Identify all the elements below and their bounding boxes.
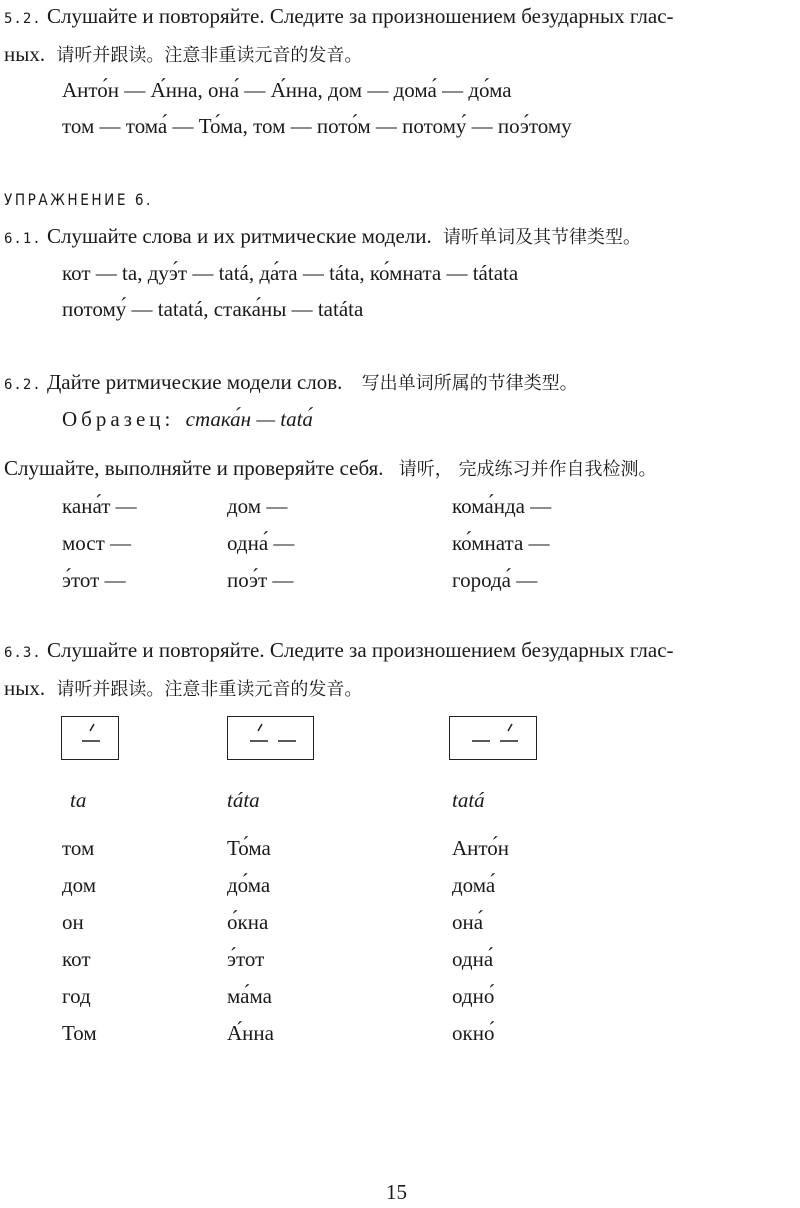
instruction-text-cont: ных. (4, 42, 46, 66)
exercise-word: кома́нда — (452, 494, 552, 518)
check-text: Слушайте, выполняйте и проверяйте себя. (4, 456, 384, 480)
practice-word: кот (62, 947, 91, 971)
section-number: 6.1. (4, 231, 42, 247)
section-number: 5.2. (4, 11, 42, 27)
instruction-text: Дайте ритмические модели слов. (46, 370, 343, 394)
practice-word: одно́ (452, 984, 495, 1008)
pattern-label: ta (70, 788, 87, 812)
practice-word: одна́ (452, 947, 494, 971)
exercise-word: э́тот — (62, 568, 126, 592)
exercise-word: дом — (227, 494, 288, 518)
instruction-cn: 请听单词及其节律类型。 (443, 227, 642, 248)
practice-word: окно́ (452, 1021, 495, 1045)
exercise-word: города́ — (452, 568, 538, 592)
practice-word: дом (62, 873, 97, 897)
rhythm-box-tata-last (449, 716, 537, 760)
instruction-text: Слушайте и повторяйте. Следите за произношением безударных глас- (46, 638, 674, 662)
practice-word: дома́ (452, 873, 496, 897)
instruction-cn: 请听并跟读。注意非重读元音的发音。 (56, 679, 363, 700)
check-cn: 请听， 完成练习并作自我检测。 (398, 459, 657, 480)
exercise-word: поэ́т — (227, 568, 294, 592)
practice-word: То́ма (227, 836, 271, 860)
sample-text: стака́н — tatа́ (185, 407, 313, 431)
practice-word: до́ма (227, 873, 271, 897)
stress-dash-pattern-icon (450, 717, 538, 761)
practice-word: Анто́н (452, 836, 510, 860)
section-5-2-instruction-cont (4, 42, 362, 67)
example-line-1: Анто́н — А́нна, она́ — А́нна, дом — дома́ — до́ма (62, 78, 512, 102)
page-number: 15 (386, 1180, 407, 1204)
instruction-text: Слушайте слова и их ритмические модели. (46, 224, 432, 248)
instruction-text: Слушайте и повторяйте. Следите за произношением безударных глас- (46, 4, 674, 28)
rhythm-box-tata-first (227, 716, 314, 760)
check-instruction (4, 456, 657, 481)
practice-word: том (62, 836, 95, 860)
stress-dash-pattern-icon (228, 717, 315, 761)
section-6-2-instruction (4, 370, 578, 395)
exercise-word: кана́т — (62, 494, 137, 518)
sample-label: Образец: (62, 407, 175, 431)
practice-word: о́кна (227, 910, 269, 934)
practice-word: он (62, 910, 84, 934)
practice-word: год (62, 984, 91, 1008)
pattern-label: táta (227, 788, 260, 812)
sample-line (62, 407, 313, 432)
practice-word: ма́ма (227, 984, 272, 1008)
section-6-3-instruction (4, 638, 674, 663)
section-6-3-instruction-cont (4, 676, 362, 701)
practice-word: она́ (452, 910, 484, 934)
rhythm-box-ta (61, 716, 119, 760)
practice-word: э́тот (227, 947, 265, 971)
section-5-2-instruction (4, 4, 674, 29)
practice-word: Том (62, 1021, 97, 1045)
example-line-2: том — тома́ — То́ма, том — пото́м — потому́ — поэ́тому (62, 114, 572, 138)
section-number: 6.2. (4, 377, 42, 393)
pattern-label: tatá (452, 788, 485, 812)
section-number: 6.3. (4, 645, 42, 661)
exercise-word: мост — (62, 531, 132, 555)
exercise-word: одна́ — (227, 531, 295, 555)
exercise-heading: УПРАЖНЕНИЕ 6. (4, 190, 153, 209)
section-6-1-instruction (4, 224, 641, 249)
instruction-cn: 请听并跟读。注意非重读元音的发音。 (56, 45, 363, 66)
exercise-word: ко́мната — (452, 531, 550, 555)
stress-dash-icon (62, 717, 120, 761)
instruction-cn: 写出单词所属的节律类型。 (361, 373, 578, 394)
example-line-2: потому́ — tatatá, стака́ны — tatáta (62, 297, 364, 321)
practice-word: А́нна (227, 1021, 274, 1045)
example-line-1: кот — ta, дуэ́т — tatá, да́та — táta, ко́мната — tátata (62, 261, 519, 285)
instruction-text-cont: ных. (4, 676, 46, 700)
